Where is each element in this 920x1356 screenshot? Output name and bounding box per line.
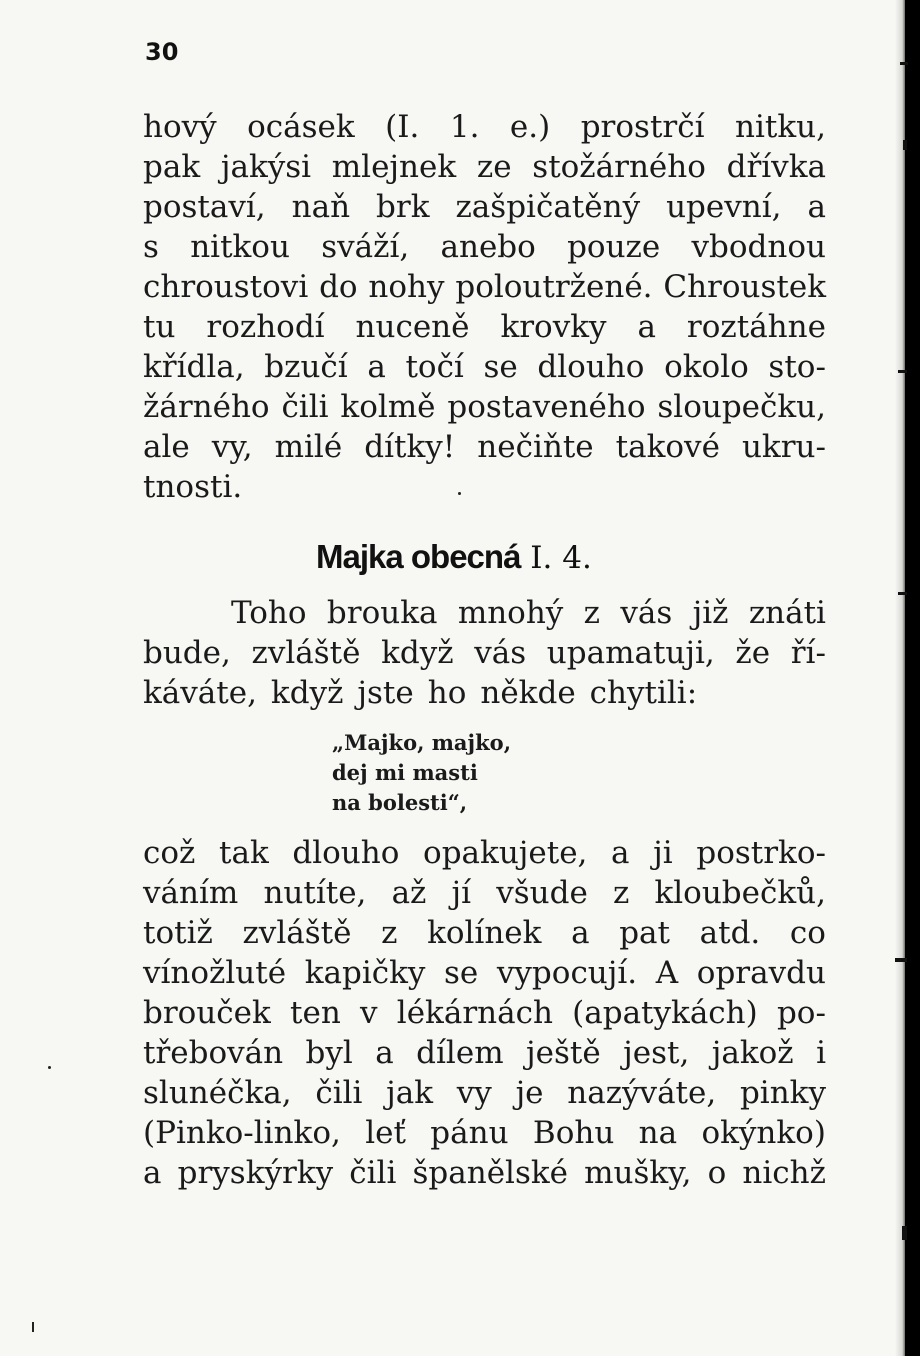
word: vypocují. <box>496 955 638 991</box>
text-line <box>143 1155 826 1198</box>
text-line <box>143 955 826 998</box>
word: čili <box>315 1075 363 1111</box>
word: z <box>612 875 630 911</box>
word: lékárnách <box>396 995 553 1031</box>
word: ještě <box>526 1035 601 1071</box>
text-line <box>143 875 826 918</box>
text-line <box>143 1115 826 1158</box>
text-line <box>143 109 826 152</box>
word: žárného <box>143 389 270 425</box>
word: tu <box>143 309 176 345</box>
word: Bohu <box>532 1115 615 1151</box>
margin-mark <box>898 370 907 373</box>
heading-ref: I. 4. <box>530 540 592 576</box>
word: (Pinko-linko, <box>143 1115 341 1151</box>
word: jste <box>357 675 414 711</box>
word: bzučí <box>264 349 348 385</box>
word: jakož <box>711 1035 794 1071</box>
text-line <box>143 469 826 512</box>
word: leť <box>365 1115 406 1151</box>
word: opravdu <box>696 955 826 991</box>
word: hový <box>143 109 217 145</box>
text-line <box>143 189 826 232</box>
word: mušky, <box>584 1155 692 1191</box>
text-line <box>143 309 826 352</box>
word: postrko- <box>696 835 826 871</box>
word: a <box>611 835 630 871</box>
word: až <box>391 875 427 911</box>
word: anebo <box>440 229 536 265</box>
word: ří- <box>790 635 826 671</box>
word: kolmě <box>340 389 436 425</box>
word: tnosti. <box>143 469 243 505</box>
word: jest, <box>623 1035 690 1071</box>
word: pinky <box>739 1075 826 1111</box>
text-line <box>143 835 826 878</box>
text-line <box>143 675 826 718</box>
word: křídla, <box>143 349 245 385</box>
section-heading <box>316 538 592 576</box>
word: kolínek <box>427 915 542 951</box>
word: (I. <box>385 109 420 145</box>
word: nichž <box>742 1155 826 1191</box>
word: a <box>367 349 386 385</box>
word: a <box>375 1035 394 1071</box>
word: 1. <box>449 109 480 145</box>
text-line <box>143 1035 826 1078</box>
scan-border <box>905 0 920 1356</box>
word: o <box>707 1155 727 1191</box>
word: vy <box>456 1075 492 1111</box>
word: dřívka <box>726 149 826 185</box>
word: sto- <box>768 349 826 385</box>
word: upevní, <box>666 189 782 225</box>
word: nitku, <box>734 109 826 145</box>
word: kloubečků, <box>654 875 826 911</box>
word: pat <box>619 915 670 951</box>
word: zvláště <box>242 915 352 951</box>
rhyme-line: na bolesti“, <box>332 790 468 815</box>
word: milé <box>274 429 343 465</box>
margin-mark <box>900 62 908 65</box>
word: atd. <box>699 915 761 951</box>
text-line <box>143 595 826 638</box>
word: ukru- <box>741 429 826 465</box>
word: zašpičatěný <box>455 189 641 225</box>
word: do <box>319 269 358 305</box>
word: nitkou <box>190 229 290 265</box>
word: káváte, <box>143 675 257 711</box>
word: prostrčí <box>580 109 705 145</box>
word: postaveného <box>447 389 646 425</box>
word: vy, <box>211 429 253 465</box>
word: po- <box>776 995 826 1031</box>
word: na <box>638 1115 678 1151</box>
word: byl <box>305 1035 353 1071</box>
word: ocásek <box>247 109 355 145</box>
text-line <box>143 229 826 272</box>
text-line <box>143 995 826 1038</box>
word: mlejnek <box>331 149 457 185</box>
word: postaví, <box>143 189 266 225</box>
word: někde <box>480 675 576 711</box>
word: a <box>571 915 590 951</box>
text-line <box>143 915 826 958</box>
word: když <box>270 675 344 711</box>
word: zvláště <box>251 635 361 671</box>
word: a <box>637 309 656 345</box>
word: okýnko) <box>701 1115 826 1151</box>
word: okolo <box>664 349 749 385</box>
word: ji <box>653 835 673 871</box>
word: dlouho <box>537 349 645 385</box>
word: kapičky <box>304 955 426 991</box>
rhyme-quote <box>332 728 511 818</box>
word: ho <box>427 675 467 711</box>
text-line <box>143 149 826 192</box>
word: španělské <box>412 1155 569 1191</box>
word: jak <box>386 1075 434 1111</box>
word: v <box>360 995 378 1031</box>
word: znáti <box>748 595 826 631</box>
word: všude <box>496 875 588 911</box>
word: bude, <box>143 635 231 671</box>
word: vbodnou <box>691 229 826 265</box>
word: třebován <box>143 1035 284 1071</box>
word: sváží, <box>321 229 410 265</box>
word: slunéčka, <box>143 1075 292 1111</box>
word: točí <box>405 349 464 385</box>
word: krovky <box>500 309 607 345</box>
word: váním <box>143 875 239 911</box>
word: chytili: <box>589 675 698 711</box>
page-number: 30 <box>145 38 179 66</box>
word: ten <box>290 995 341 1031</box>
word: nuceně <box>355 309 470 345</box>
word: opakujete, <box>423 835 588 871</box>
margin-mark <box>903 140 907 150</box>
word: sloupečku, <box>657 389 826 425</box>
word: a <box>143 1155 162 1191</box>
word: čili <box>349 1155 397 1191</box>
word: Chroustek <box>663 269 826 305</box>
scan-speck <box>48 1066 51 1069</box>
text-line <box>143 1075 826 1118</box>
word: ale <box>143 429 190 465</box>
word: když <box>381 635 454 671</box>
text-line <box>143 389 826 432</box>
word: je <box>515 1075 544 1111</box>
paragraph-2 <box>143 595 826 718</box>
text-line <box>143 429 826 472</box>
word: s <box>143 229 159 265</box>
word: se <box>444 955 479 991</box>
scan-speck <box>32 1322 34 1332</box>
margin-mark <box>898 592 907 595</box>
word: co <box>789 915 826 951</box>
word: z <box>381 915 398 951</box>
rhyme-line: „Majko, majko, <box>332 730 512 755</box>
word: že <box>735 635 771 671</box>
word: vás <box>620 595 673 631</box>
word: pouze <box>567 229 661 265</box>
word: upamatuji, <box>546 635 715 671</box>
word: naň <box>291 189 351 225</box>
word: nutíte, <box>263 875 367 911</box>
margin-mark <box>895 958 907 962</box>
word: dlouho <box>292 835 400 871</box>
word: e.) <box>509 109 551 145</box>
word: mnohý <box>457 595 564 631</box>
word: již <box>692 595 729 631</box>
word: nazýváte, <box>567 1075 717 1111</box>
word: chroustovi <box>143 269 309 305</box>
word: roztáhne <box>686 309 826 345</box>
word: brouka <box>326 595 438 631</box>
word: dílem <box>416 1035 504 1071</box>
word: nohy <box>368 269 445 305</box>
word: (apatykách) <box>572 995 758 1031</box>
word: nečiňte <box>477 429 594 465</box>
word: brk <box>376 189 430 225</box>
heading-title: Majka obecná <box>316 538 521 575</box>
word: což <box>143 835 196 871</box>
word: pak <box>143 149 201 185</box>
word: pánu <box>430 1115 509 1151</box>
word: i <box>816 1035 826 1071</box>
rhyme-line: dej mi masti <box>332 760 478 785</box>
text-line <box>143 635 826 678</box>
paragraph-3 <box>143 835 826 1198</box>
margin-mark <box>902 1226 907 1240</box>
text-line <box>143 269 826 312</box>
word: vás <box>474 635 527 671</box>
word: čili <box>281 389 329 425</box>
word: A <box>655 955 679 991</box>
word: a <box>807 189 826 225</box>
word: rozhodí <box>206 309 325 345</box>
word: z <box>583 595 601 631</box>
word: takové <box>615 429 720 465</box>
word: se <box>483 349 518 385</box>
word: poloutržené. <box>455 269 653 305</box>
word: dítky! <box>364 429 456 465</box>
word: brouček <box>143 995 271 1031</box>
word: totiž <box>143 915 213 951</box>
text-line <box>143 349 826 392</box>
word: Toho <box>231 595 307 631</box>
paragraph-1 <box>143 109 826 512</box>
word: tak <box>219 835 269 871</box>
word: ze <box>476 149 512 185</box>
word: vínožluté <box>143 955 287 991</box>
word: stožárného <box>532 149 706 185</box>
scan-speck <box>458 492 461 495</box>
word: jí <box>451 875 472 911</box>
word: jakýsi <box>220 149 312 185</box>
word: pryskýrky <box>177 1155 334 1191</box>
